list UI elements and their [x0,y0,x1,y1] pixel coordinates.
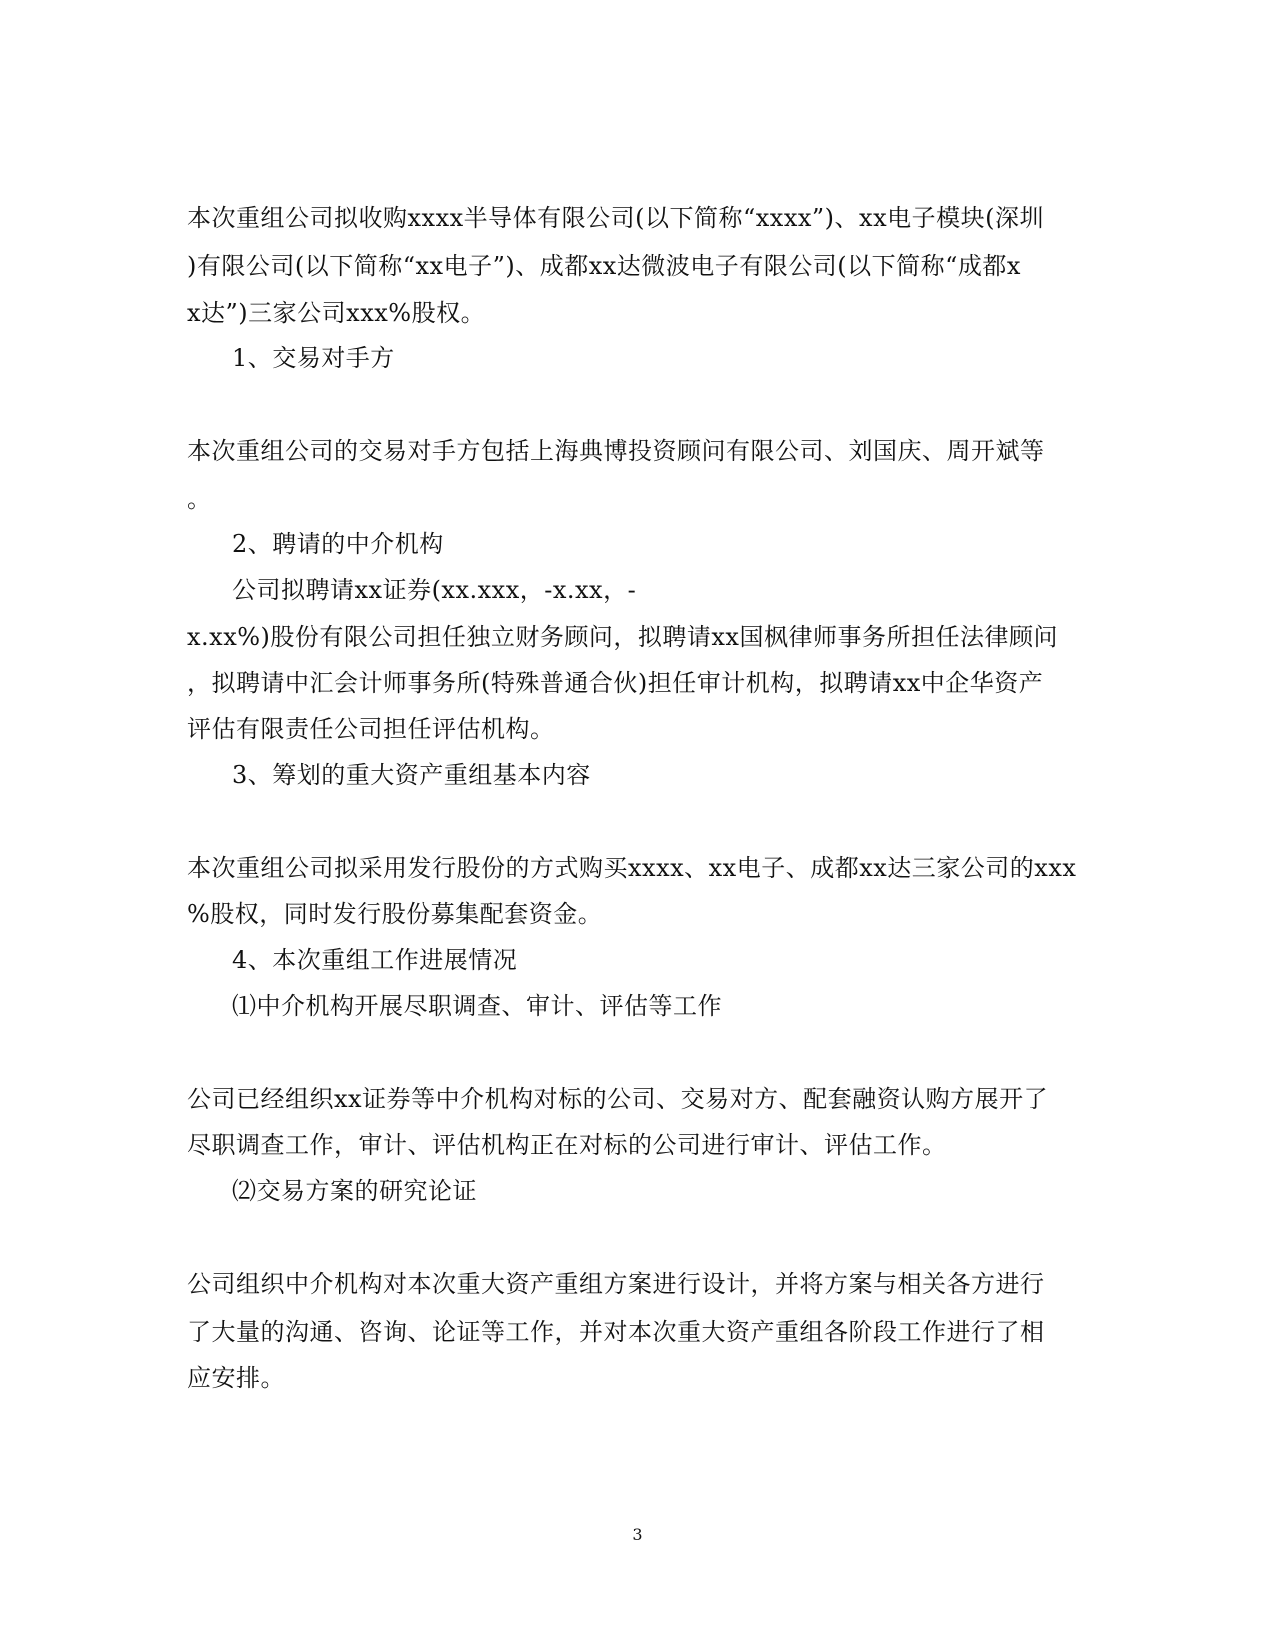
paragraph-line: 尽职调查工作，审计、评估机构正在对标的公司进行审计、评估工作。 [187,1131,947,1159]
paragraph-line: 公司拟聘请xx证券(xx.xxx，-x.xx，- [232,576,637,604]
paragraph-line: x.xx%)股份有限公司担任独立财务顾问，拟聘请xx国枫律师事务所担任法律顾问 [187,623,1058,651]
paragraph-line: 本次重组公司的交易对手方包括上海典博投资顾问有限公司、刘国庆、周开斌等 [187,437,1045,465]
section-heading: 3、筹划的重大资产重组基本内容 [232,761,591,789]
subsection-heading: ⑴中介机构开展尽职调查、审计、评估等工作 [232,992,722,1020]
paragraph-line: 公司组织中介机构对本次重大资产重组方案进行设计，并将方案与相关各方进行 [187,1270,1045,1298]
paragraph-line: 应安排。 [187,1364,285,1392]
paragraph-line: )有限公司(以下简称“xx电子”)、成都xx达微波电子有限公司(以下简称“成都x [187,252,1021,280]
paragraph-line: 本次重组公司拟采用发行股份的方式购买xxxx、xx电子、成都xx达三家公司的xxx [187,854,1077,882]
page-number: 3 [632,1525,643,1544]
paragraph-line: 公司已经组织xx证券等中介机构对标的公司、交易对方、配套融资认购方展开了 [187,1085,1049,1113]
paragraph-line: 评估有限责任公司担任评估机构。 [187,715,555,743]
paragraph-line: ，拟聘请中汇会计师事务所(特殊普通合伙)担任审计机构，拟聘请xx中企华资产 [187,669,1044,697]
section-heading: 1、交易对手方 [232,344,395,372]
section-heading: 4、本次重组工作进展情况 [232,946,518,974]
paragraph-line: x达”)三家公司xxx%股权。 [187,299,486,327]
section-heading: 2、聘请的中介机构 [232,530,444,558]
paragraph-line: 。 [187,485,212,513]
subsection-heading: ⑵交易方案的研究论证 [232,1177,477,1205]
paragraph-line: 了大量的沟通、咨询、论证等工作，并对本次重大资产重组各阶段工作进行了相 [187,1318,1045,1346]
paragraph-line: %股权，同时发行股份募集配套资金。 [187,900,603,928]
paragraph-line: 本次重组公司拟收购xxxx半导体有限公司(以下简称“xxxx”)、xx电子模块(深圳 [187,204,1044,232]
